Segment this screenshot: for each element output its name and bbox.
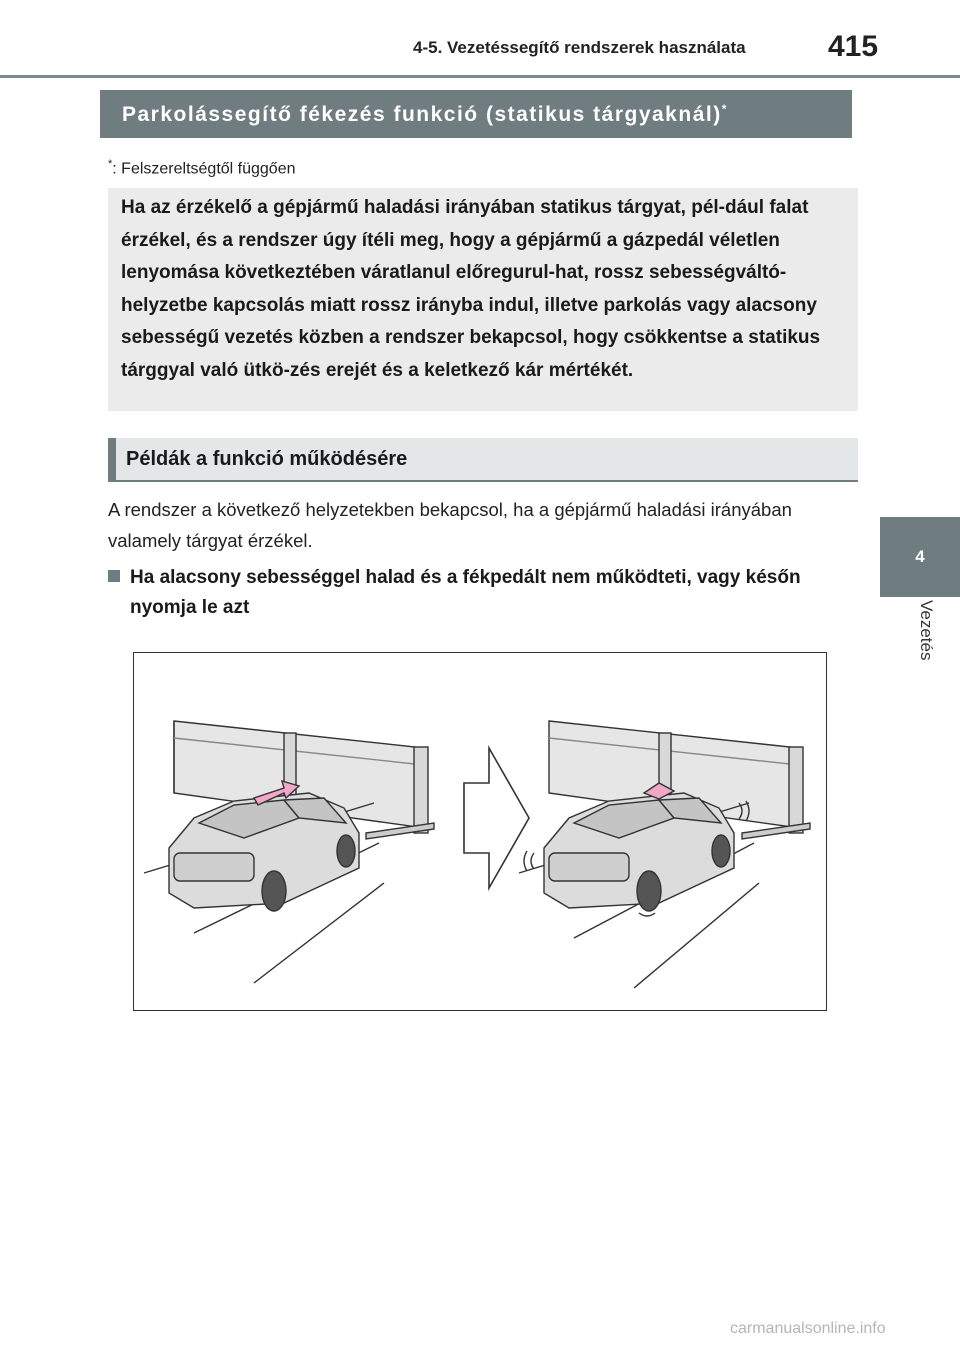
footnote-marker: *	[108, 158, 113, 170]
transition-arrow-icon	[464, 748, 529, 888]
left-scene	[144, 721, 434, 983]
car-right	[544, 793, 734, 911]
footnote	[108, 158, 296, 178]
body-paragraph: A rendszer a következő helyzetekben bekapcsol, ha a gépjármű haladási irányában valamely tárgyat érzékel.	[108, 499, 792, 551]
section-heading: Példák a funkció működésére	[126, 447, 408, 470]
right-scene	[519, 721, 810, 988]
intro-box	[108, 188, 858, 411]
parking-illustration	[134, 653, 825, 1009]
bullet-square-icon	[108, 570, 120, 582]
chapter-label: Vezetés	[917, 600, 936, 661]
section-heading-bar	[108, 438, 858, 482]
title-footnote-marker: *	[721, 101, 728, 116]
page-number: 415	[828, 30, 879, 63]
title-bar	[100, 90, 852, 138]
header-divider	[0, 75, 960, 78]
car-left	[169, 793, 359, 911]
illustration-frame	[133, 652, 827, 1011]
bullet-item	[108, 563, 858, 623]
header-section-title: 4-5. Vezetéssegítő rendszerek használata	[413, 38, 746, 57]
chapter-tab[interactable]	[880, 517, 960, 597]
bullet-text: Ha alacsony sebességgel halad és a fékpedált nem működteti, vagy későn nyomja le azt	[130, 567, 801, 618]
intro-text: Ha az érzékelő a gépjármű haladási irányában statikus tárgyat, pél-dául falat érzékel, és a rendszer úgy ítéli meg, hogy a gépjármű a gázpedál véletlen lenyomása következtében váratlanul előregurul-hat, rossz sebességváltó-helyzetbe kapcsolás miatt rossz irányba indul, illetve parkolás vagy alacsony sebességű vezetés közben a rendszer bekapcsol, hogy csökkentse a statikus tárggyal való ütkö-zés erejét és a keletkező kár mértékét.	[121, 197, 821, 381]
footnote-text: : Felszereltségtől függően	[112, 160, 296, 178]
chapter-number: 4	[915, 547, 925, 566]
watermark: carmanualsonline.info	[730, 1320, 886, 1337]
page-title: Parkolássegítő fékezés funkció (statikus tárgyaknál)*	[122, 101, 728, 126]
